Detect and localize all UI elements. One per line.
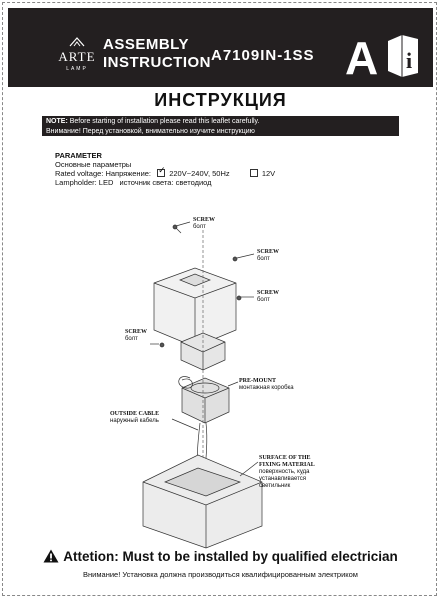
badge-info-letter: i — [406, 48, 413, 73]
warning-icon — [43, 549, 59, 563]
voltage-label: Rated voltage: Напряжение: — [55, 169, 152, 178]
label-screw-3: SCREW болт — [257, 290, 280, 303]
label-screw-4: SCREW болт — [125, 329, 148, 342]
lampholder-label: Lampholder: — [55, 178, 97, 187]
note-text-en: Before starting of installation please read this leaflet carefully. — [67, 118, 260, 125]
label-pre-mount: PRE-MOUNT монтажная коробка — [239, 378, 294, 391]
label-outside-cable: OUTSIDE CABLE наружный кабель — [110, 411, 160, 424]
model-number: A7109IN-1SS — [211, 47, 315, 64]
attention-text-en: Attetion: Must to be installed by qualified electrician — [63, 549, 398, 564]
page-title: ИНСТРУКЦИЯ — [154, 90, 287, 110]
logo-sub: LAMP — [66, 66, 88, 72]
label-surface: SURFACE OF THE FIXING MATERIAL поверхность, куда устанавливается светильник — [259, 455, 315, 489]
parameters-heading-ru: Основные параметры — [55, 160, 132, 169]
logo-name: ARTE — [58, 49, 96, 64]
header-title-line1: ASSEMBLY — [103, 36, 189, 53]
label-screw-2: SCREW болт — [257, 249, 280, 262]
check-mark-icon: ✓ — [158, 165, 166, 175]
badge-letter: A — [345, 32, 379, 78]
note-label: NOTE: — [46, 118, 68, 125]
lampholder-value: LED — [98, 178, 114, 187]
voltage-option-12v: 12V — [261, 169, 276, 178]
attention-text-ru: Внимание! Установка должна производиться квалифицированным электриком — [83, 570, 358, 579]
parameters-heading: PARAMETER — [55, 151, 102, 160]
label-screw-1: SCREW болт — [193, 217, 216, 230]
header-title-line2: INSTRUCTION — [103, 54, 211, 71]
attention-warning — [0, 549, 441, 564]
lampholder-ru: источник света: светодиод — [119, 178, 212, 187]
voltage-option-220: 220V~240V, 50Hz — [169, 169, 230, 178]
note-text-ru: Внимание! Перед установкой, внимательно изучите инструкцию — [46, 128, 255, 135]
